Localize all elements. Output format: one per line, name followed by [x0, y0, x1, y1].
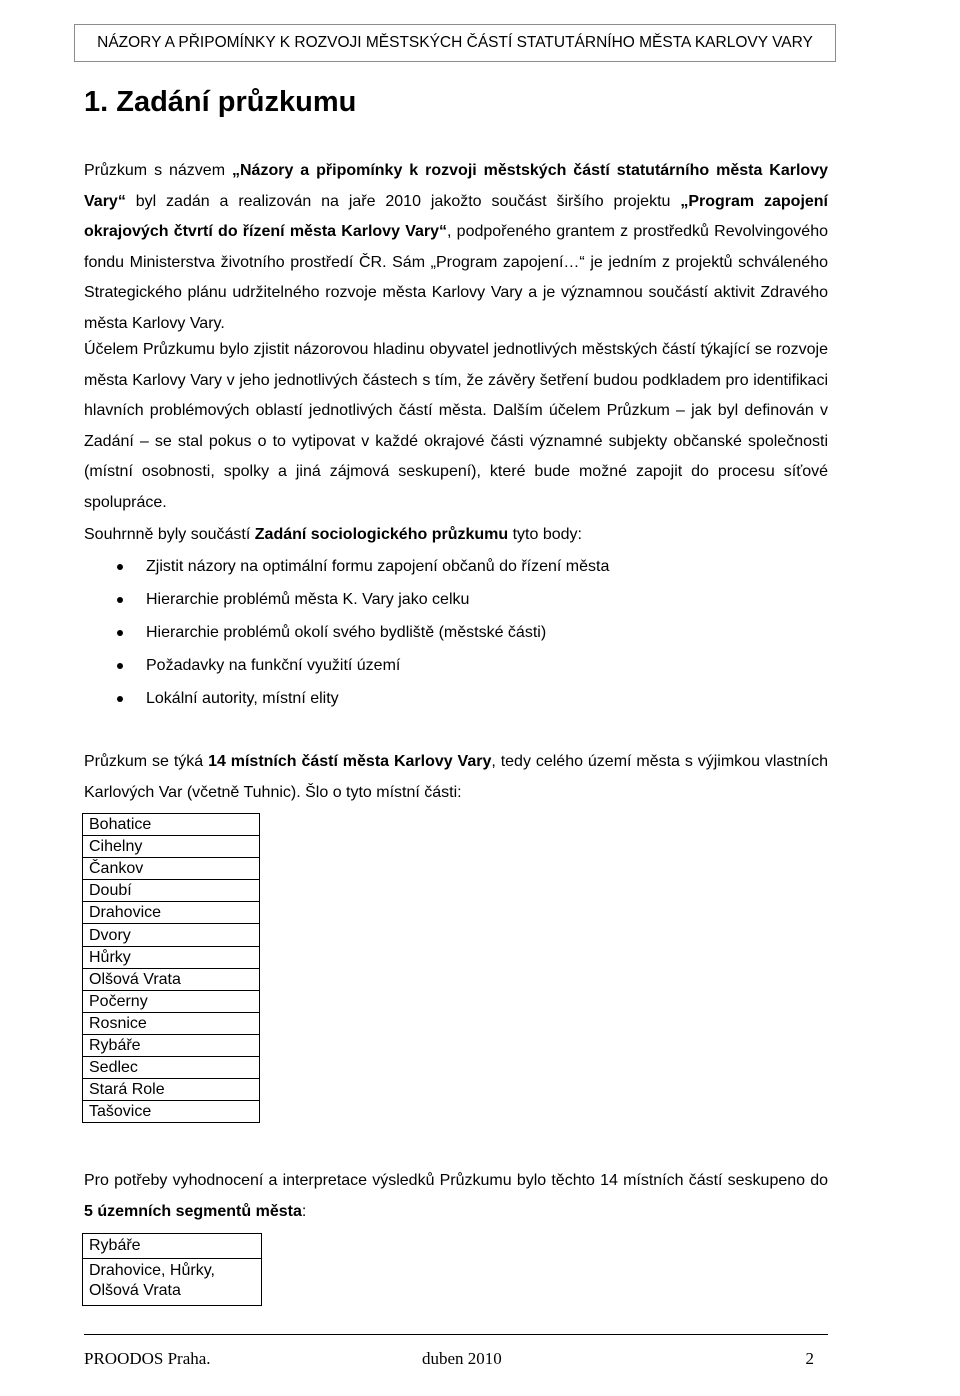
segments-paragraph — [84, 1166, 828, 1227]
table-cell: Čankov — [83, 858, 260, 880]
list-item: Hierarchie problémů okolí svého bydliště (městské části) — [84, 618, 609, 651]
table-cell: Stará Role — [83, 1079, 260, 1101]
table-row — [83, 1034, 260, 1056]
table-row — [83, 968, 260, 990]
survey-points-list — [84, 552, 609, 717]
intro-text-1: Průzkum s názvem — [84, 162, 232, 179]
segments-table — [82, 1233, 262, 1306]
table-row — [83, 1259, 262, 1306]
intro-paragraph — [84, 156, 828, 339]
list-item: Lokální autority, místní elity — [84, 684, 609, 717]
summary-text-1: Souhrnně byly součástí — [84, 526, 255, 543]
table-row — [83, 946, 260, 968]
page-number: 2 — [805, 1349, 814, 1368]
table-row — [83, 1234, 262, 1259]
footer-date: duben 2010 — [422, 1349, 502, 1368]
table-cell: Dvory — [83, 924, 260, 946]
purpose-paragraph: Účelem Průzkumu bylo zjistit názorovou hladinu obyvatel jednotlivých městských částí týkající se rozvoje města Karlovy Vary v jeho jednotlivých částech s tím, že závěry šetření budou podkladem pro identifikaci hlavních problémových oblastí jednotlivých částí města. Dalším účelem Průzkum – jak byl definován v Zadání – se stal pokus o to vytipovat v každé okrajové části významné subjekty občanské společnosti (místní osobnosti, spolky a jiná zájmová seskupení), které bude možné zapojit do procesu síťové spolupráce. — [84, 341, 828, 511]
list-item: Zjistit názory na optimální formu zapojení občanů do řízení města — [84, 552, 609, 585]
table-row — [83, 1057, 260, 1079]
section-title: 1. Zadání průzkumu — [84, 86, 357, 118]
footer-divider — [84, 1334, 828, 1335]
local-parts-table — [82, 813, 260, 1123]
table-cell: Tašovice — [83, 1101, 260, 1123]
summary-bold: Zadání sociologického průzkumu — [254, 526, 509, 543]
scope-text-1: Průzkum se týká — [84, 753, 209, 770]
footer-organization: PROODOS Praha. — [84, 1349, 211, 1368]
table-cell: Rybáře — [83, 1234, 262, 1259]
table-cell: Počerny — [83, 990, 260, 1012]
table-row — [83, 902, 260, 924]
scope-paragraph — [84, 747, 828, 808]
table-cell: Rosnice — [83, 1012, 260, 1034]
table-cell: Rybáře — [83, 1034, 260, 1056]
table-row — [83, 880, 260, 902]
survey-name: „Názory a připomínky k rozvoji městských částí statutárního města Karlovy Vary“ — [84, 162, 829, 210]
table-row — [83, 836, 260, 858]
segments-text-1: Pro potřeby vyhodnocení a interpretace výsledků Průzkumu bylo těchto 14 místních částí seskupeno do — [84, 1172, 828, 1189]
table-cell: Drahovice — [83, 902, 260, 924]
table-row — [83, 924, 260, 946]
table-row — [83, 1101, 260, 1123]
scope-text-2: , tedy celého území města s výjimkou vlastních Karlových Var (včetně Tuhnic). Šlo o tyto místní části: — [84, 753, 829, 801]
summary-text-2: tyto body: — [508, 526, 582, 543]
table-row — [83, 814, 260, 836]
intro-text-3: , podpořeného grantem z prostředků Revolvingového fondu Ministerstva životního prostředí ČR. Sám „Program zapojení…“ je jedním z projektů schváleného Strategického plánu udržitelného rozvoje města Karlovy Vary a je významnou součástí aktivit Zdravého města Karlovy Vary. — [84, 223, 829, 332]
table-cell: Cihelny — [83, 836, 260, 858]
table-row — [83, 1079, 260, 1101]
table-cell: Hůrky — [83, 946, 260, 968]
table-cell: Drahovice, Hůrky, Olšová Vrata — [83, 1259, 262, 1306]
table-row — [83, 858, 260, 880]
table-row — [83, 990, 260, 1012]
segments-text-2: : — [301, 1202, 307, 1220]
running-header-title: NÁZORY A PŘIPOMÍNKY K ROZVOJI MĚSTSKÝCH ČÁSTÍ STATUTÁRNÍHO MĚSTA KARLOVY VARY — [97, 34, 813, 51]
summary-paragraph — [84, 520, 828, 551]
list-item: Požadavky na funkční využití území — [84, 651, 609, 684]
scope-bold: 14 místních částí města Karlovy Vary — [208, 753, 492, 770]
table-cell: Olšová Vrata — [83, 968, 260, 990]
running-header — [74, 24, 836, 62]
table-cell: Bohatice — [83, 814, 260, 836]
table-cell: Doubí — [83, 880, 260, 902]
table-row — [83, 1012, 260, 1034]
intro-text-2: byl zadán a realizován na jaře 2010 jakožto součást širšího projektu — [125, 192, 681, 210]
segments-bold: 5 územních segmentů města — [84, 1202, 302, 1220]
program-name: „Program zapojení okrajových čtvrtí do řízení města Karlovy Vary“ — [84, 192, 829, 240]
list-item: Hierarchie problémů města K. Vary jako celku — [84, 585, 609, 618]
table-cell: Sedlec — [83, 1057, 260, 1079]
